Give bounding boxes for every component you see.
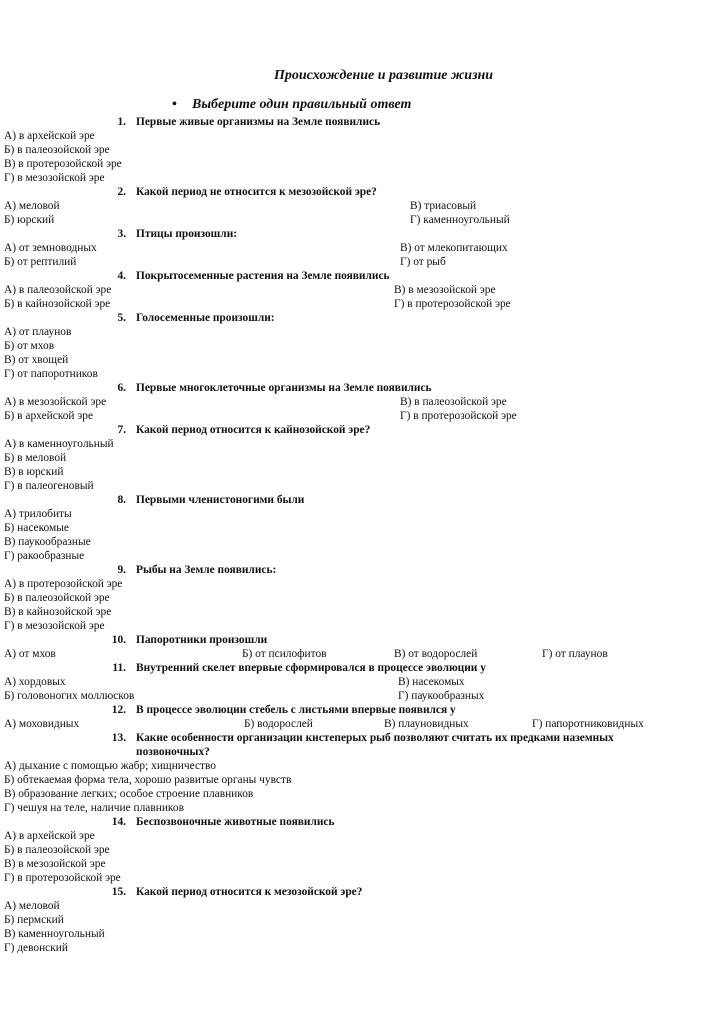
question-5 bbox=[102, 311, 672, 325]
option: Б) в палеозойской эре bbox=[4, 144, 110, 156]
option: В) образование легких; особое строение плавников bbox=[4, 788, 254, 800]
option: Г) ракообразные bbox=[4, 550, 85, 562]
option: В) в палеозойской эре bbox=[400, 396, 507, 408]
option-row bbox=[4, 255, 672, 269]
option: А) от земноводных bbox=[4, 242, 97, 254]
option: В) паукообразные bbox=[4, 536, 91, 548]
option-row bbox=[4, 297, 672, 311]
option: А) меловой bbox=[4, 900, 60, 912]
option: В) в мезозойской эре bbox=[394, 284, 496, 296]
option-row bbox=[4, 409, 672, 423]
option: А) в каменноугольный bbox=[4, 438, 114, 450]
question-text: Какой период относится к мезозойской эре? bbox=[136, 886, 363, 898]
question-text: Первыми членистоногими были bbox=[136, 494, 305, 506]
question-number: 2. bbox=[117, 186, 126, 198]
question-text: Беспозвоночные животные появились bbox=[136, 816, 335, 828]
question-number: 12. bbox=[111, 704, 126, 716]
question-number: 4. bbox=[117, 270, 126, 282]
option: А) в архейской эре bbox=[4, 830, 95, 842]
option: Б) в палеозойской эре bbox=[4, 592, 110, 604]
option: Г) чешуя на теле, наличие плавников bbox=[4, 802, 184, 814]
question-number: 1. bbox=[117, 116, 126, 128]
option: А) трилобиты bbox=[4, 508, 72, 520]
instruction-text: Выберите один правильный ответ bbox=[192, 97, 412, 112]
question-11 bbox=[102, 661, 672, 675]
option: Г) в протерозойской эре bbox=[394, 298, 511, 310]
option: Б) в архейской эре bbox=[4, 410, 94, 422]
option: Б) головоногих моллюсков bbox=[4, 690, 135, 702]
question-10 bbox=[102, 633, 672, 647]
option-row bbox=[4, 199, 672, 213]
option-row bbox=[4, 213, 672, 227]
option: В) от млекопитающих bbox=[400, 242, 508, 254]
question-15 bbox=[102, 885, 672, 899]
option: В) в протерозойской эре bbox=[4, 158, 122, 170]
option: Г) от рыб bbox=[400, 256, 446, 268]
question-text: Первые живые организмы на Земле появились bbox=[136, 116, 381, 128]
question-3 bbox=[102, 227, 672, 241]
question-14 bbox=[102, 815, 672, 829]
option: В) в юрский bbox=[4, 466, 64, 478]
option: Б) в меловой bbox=[4, 452, 67, 464]
option: Б) от псилофитов bbox=[242, 648, 327, 660]
option: Г) в мезозойской эре bbox=[4, 172, 105, 184]
question-text: Голосеменные произошли: bbox=[136, 312, 275, 324]
question-number: 11. bbox=[112, 662, 126, 674]
question-number: 9. bbox=[117, 564, 126, 576]
option: А) меловой bbox=[4, 200, 60, 212]
option: Б) насекомые bbox=[4, 522, 69, 534]
option: Г) в протерозойской эре bbox=[400, 410, 517, 422]
option: А) дыхание с помощью жабр; хищничество bbox=[4, 760, 216, 772]
option: В) триасовый bbox=[410, 200, 477, 212]
option: Б) от рептилий bbox=[4, 256, 77, 268]
option-row bbox=[4, 647, 672, 661]
question-list bbox=[4, 115, 672, 955]
question-7 bbox=[102, 423, 672, 437]
question-1 bbox=[102, 115, 672, 129]
question-text: В процессе эволюции стебель с листьями впервые появился у bbox=[136, 704, 456, 716]
question-number: 5. bbox=[117, 312, 126, 324]
option: В) плауновидных bbox=[384, 718, 469, 730]
option: Б) пермский bbox=[4, 914, 64, 926]
question-number: 10. bbox=[111, 634, 126, 646]
option: А) в архейской эре bbox=[4, 130, 95, 142]
option: А) хордовых bbox=[4, 676, 66, 688]
option: Б) в кайнозойской эре bbox=[4, 298, 111, 310]
question-number: 7. bbox=[117, 424, 126, 436]
option-row bbox=[4, 675, 672, 689]
question-text: Первые многоклеточные организмы на Земле появились bbox=[136, 382, 432, 394]
option: Б) обтекаемая форма тела, хорошо развитые органы чувств bbox=[4, 774, 292, 786]
question-number: 13. bbox=[111, 732, 126, 744]
option: Б) от мхов bbox=[4, 340, 55, 352]
question-number: 3. bbox=[117, 228, 126, 240]
option: Б) водорослей bbox=[244, 718, 313, 730]
question-number: 6. bbox=[117, 382, 126, 394]
option-row bbox=[4, 689, 672, 703]
option: Б) в палеозойской эре bbox=[4, 844, 110, 856]
option-row bbox=[4, 283, 672, 297]
option: Г) папоротниковидных bbox=[532, 718, 644, 730]
bullet-icon: • bbox=[172, 97, 177, 112]
question-9 bbox=[102, 563, 672, 577]
question-text: Покрытосеменные растения на Земле появились bbox=[136, 270, 390, 282]
option-row bbox=[4, 241, 672, 255]
option: Б) юрский bbox=[4, 214, 55, 226]
question-number: 15. bbox=[111, 886, 126, 898]
question-text: Папоротники произошли bbox=[136, 634, 268, 646]
option: Г) от папоротников bbox=[4, 368, 98, 380]
question-text: Какой период относится к кайнозойской эре? bbox=[136, 424, 371, 436]
option: Г) от плаунов bbox=[542, 648, 608, 660]
option: В) каменноугольный bbox=[4, 928, 105, 940]
option-row bbox=[4, 717, 672, 731]
option: В) насекомых bbox=[398, 676, 465, 688]
page-title: Происхождение и развитие жизни bbox=[274, 68, 494, 83]
option: Г) в протерозойской эре bbox=[4, 872, 121, 884]
option: Г) каменноугольный bbox=[410, 214, 510, 226]
question-6 bbox=[102, 381, 672, 395]
option: В) в кайнозойской эре bbox=[4, 606, 112, 618]
instruction-heading bbox=[172, 97, 411, 113]
option: Г) в мезозойской эре bbox=[4, 620, 105, 632]
option: Г) девонский bbox=[4, 942, 68, 954]
option: А) в протерозойской эре bbox=[4, 578, 123, 590]
question-4 bbox=[102, 269, 672, 283]
question-text: Какой период не относится к мезозойской эре? bbox=[136, 186, 377, 198]
question-number: 14. bbox=[111, 816, 126, 828]
option: В) от водорослей bbox=[394, 648, 478, 660]
question-text: Какие особенности организации кистеперых рыб позволяют считать их предками наземных позвоночных? bbox=[136, 732, 614, 758]
option: А) в палеозойской эре bbox=[4, 284, 112, 296]
option: А) моховидных bbox=[4, 718, 80, 730]
question-text: Птицы произошли: bbox=[136, 228, 238, 240]
option: В) в мезозойской эре bbox=[4, 858, 106, 870]
question-text: Рыбы на Земле появились: bbox=[136, 564, 277, 576]
option-row bbox=[4, 395, 672, 409]
option: Г) паукообразных bbox=[398, 690, 485, 702]
option: А) от мхов bbox=[4, 648, 56, 660]
question-number: 8. bbox=[117, 494, 126, 506]
question-12 bbox=[102, 703, 672, 717]
option: В) от хвощей bbox=[4, 354, 69, 366]
question-text: Внутренний скелет впервые сформировался в процессе эволюции у bbox=[136, 662, 486, 674]
question-2 bbox=[102, 185, 672, 199]
option: Г) в палеогеновый bbox=[4, 480, 94, 492]
option: А) в мезозойской эре bbox=[4, 396, 107, 408]
option: А) от плаунов bbox=[4, 326, 72, 338]
question-8 bbox=[102, 493, 672, 507]
question-13 bbox=[102, 731, 672, 759]
